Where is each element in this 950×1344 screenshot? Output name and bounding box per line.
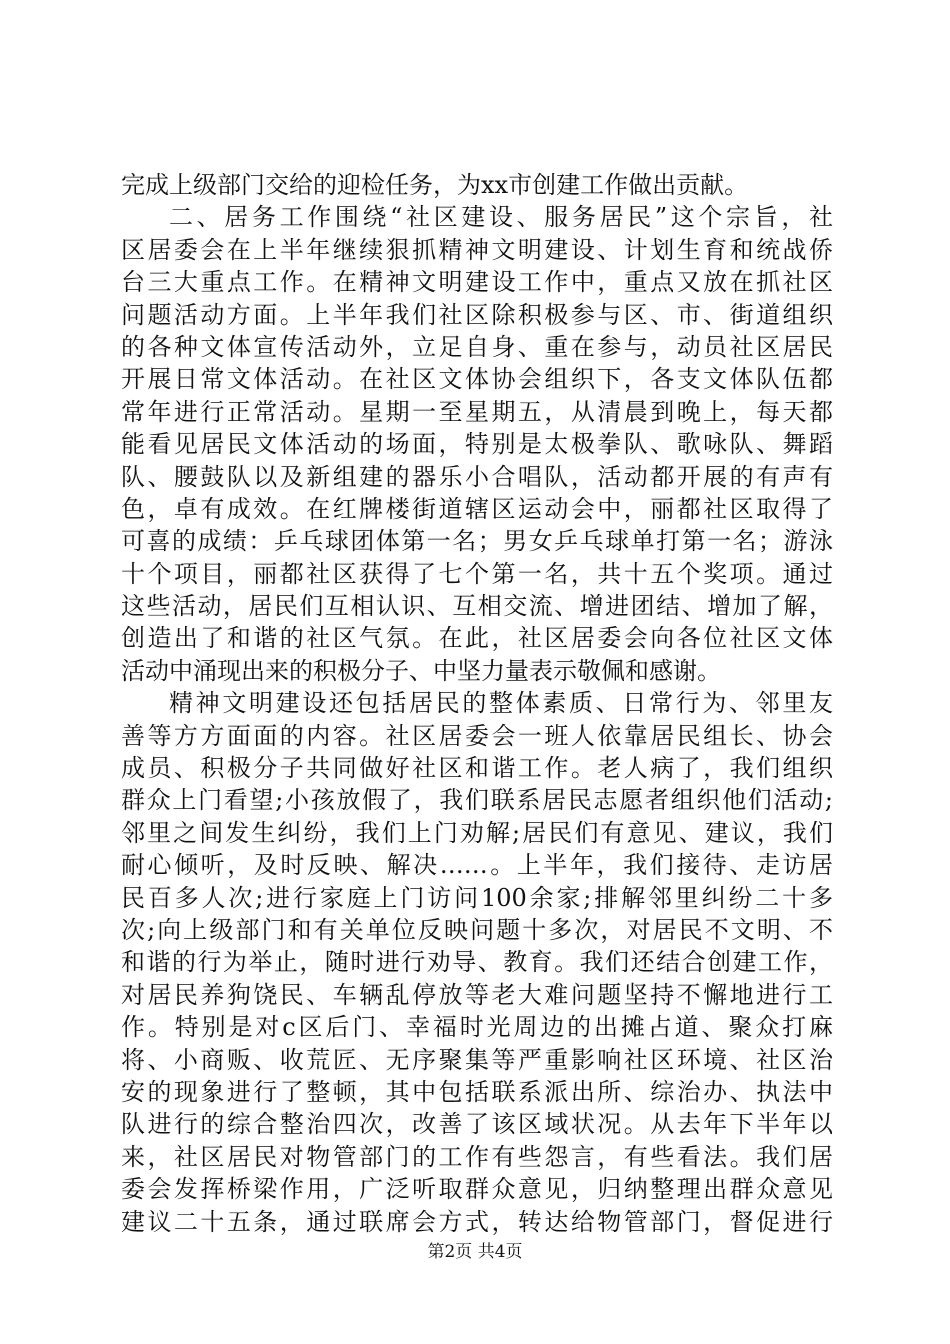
text-line: 队、腰鼓队以及新组建的器乐小合唱队，活动都开展的有声有 — [121, 462, 833, 491]
text-line: 队进行的综合整治四次，改善了该区域状况。从去年下半年以 — [121, 1110, 833, 1139]
text-line: 次;向上级部门和有关单位反映问题十多次，对居民不文明、不 — [121, 915, 833, 944]
text-line: 可喜的成绩：乒乓球团体第一名；男女乒乓球单打第一名；游泳 — [121, 527, 833, 556]
text-line: 常年进行正常活动。星期一至星期五，从清晨到晚上，每天都 — [121, 397, 833, 426]
text-line: 和谐的行为举止，随时进行劝导、教育。我们还结合创建工作， — [121, 948, 833, 977]
text-line: 来，社区居民对物管部门的工作有些怨言，有些看法。我们居 — [121, 1142, 833, 1171]
text-line: 开展日常文体活动。在社区文体协会组织下，各支文体队伍都 — [121, 365, 833, 394]
text-line: 建议二十五条，通过联席会方式，转达给物管部门，督促进行 — [121, 1207, 833, 1236]
text-line: 这些活动，居民们互相认识、互相交流、增进团结、增加了解， — [121, 592, 833, 621]
text-line: 问题活动方面。上半年我们社区除积极参与区、市、街道组织 — [121, 300, 833, 329]
text-line: 群众上门看望;小孩放假了，我们联系居民志愿者组织他们活动; — [121, 786, 833, 815]
text-line: 色，卓有成效。在红牌楼街道辖区运动会中，丽都社区取得了 — [121, 494, 833, 523]
text-line: 将、小商贩、收荒匠、无序聚集等严重影响社区环境、社区治 — [121, 1045, 833, 1074]
text-line: 成员、积极分子共同做好社区和谐工作。老人病了，我们组织 — [121, 754, 833, 783]
page-number-footer: 第2页 共4页 — [427, 1242, 523, 1262]
text-line: 活动中涌现出来的积极分子、中坚力量表示敬佩和感谢。 — [121, 656, 721, 685]
text-line: 台三大重点工作。在精神文明建设工作中，重点又放在抓社区 — [121, 268, 833, 297]
text-line: 善等方方面面的内容。社区居委会一班人依靠居民组长、协会 — [121, 721, 833, 750]
text-line: 对居民养狗饶民、车辆乱停放等老大难问题坚持不懈地进行工 — [121, 980, 833, 1009]
text-line: 邻里之间发生纠纷，我们上门劝解;居民们有意见、建议，我们 — [121, 818, 833, 847]
text-line: 的各种文体宣传活动外，立足自身、重在参与，动员社区居民 — [121, 332, 833, 361]
text-line: 能看见居民文体活动的场面，特别是太极拳队、歌咏队、舞蹈 — [121, 430, 833, 459]
text-line: 完成上级部门交给的迎检任务，为xx市创建工作做出贡献。 — [121, 171, 749, 199]
text-line: 十个项目，丽都社区获得了七个第一名，共十五个奖项。通过 — [121, 559, 833, 588]
text-line: 区居委会在上半年继续狠抓精神文明建设、计划生育和统战侨 — [121, 235, 833, 264]
text-line: 委会发挥桥梁作用，广泛听取群众意见，归纳整理出群众意见 — [121, 1175, 833, 1204]
text-line: 精神文明建设还包括居民的整体素质、日常行为、邻里友 — [169, 689, 833, 718]
text-line: 作。特别是对c区后门、幸福时光周边的出摊占道、聚众打麻 — [121, 1013, 833, 1042]
text-line: 安的现象进行了整顿，其中包括联系派出所、综治办、执法中 — [121, 1077, 833, 1106]
text-line: 创造出了和谐的社区气氛。在此，社区居委会向各位社区文体 — [121, 624, 833, 653]
text-line: 民百多人次;进行家庭上门访问100余家;排解邻里纠纷二十多 — [121, 883, 833, 912]
text-line: 耐心倾听，及时反映、解决……。上半年，我们接待、走访居 — [121, 851, 833, 880]
text-line: 二、居务工作围绕“社区建设、服务居民”这个宗旨，社 — [169, 203, 833, 232]
document-body — [121, 169, 833, 1238]
